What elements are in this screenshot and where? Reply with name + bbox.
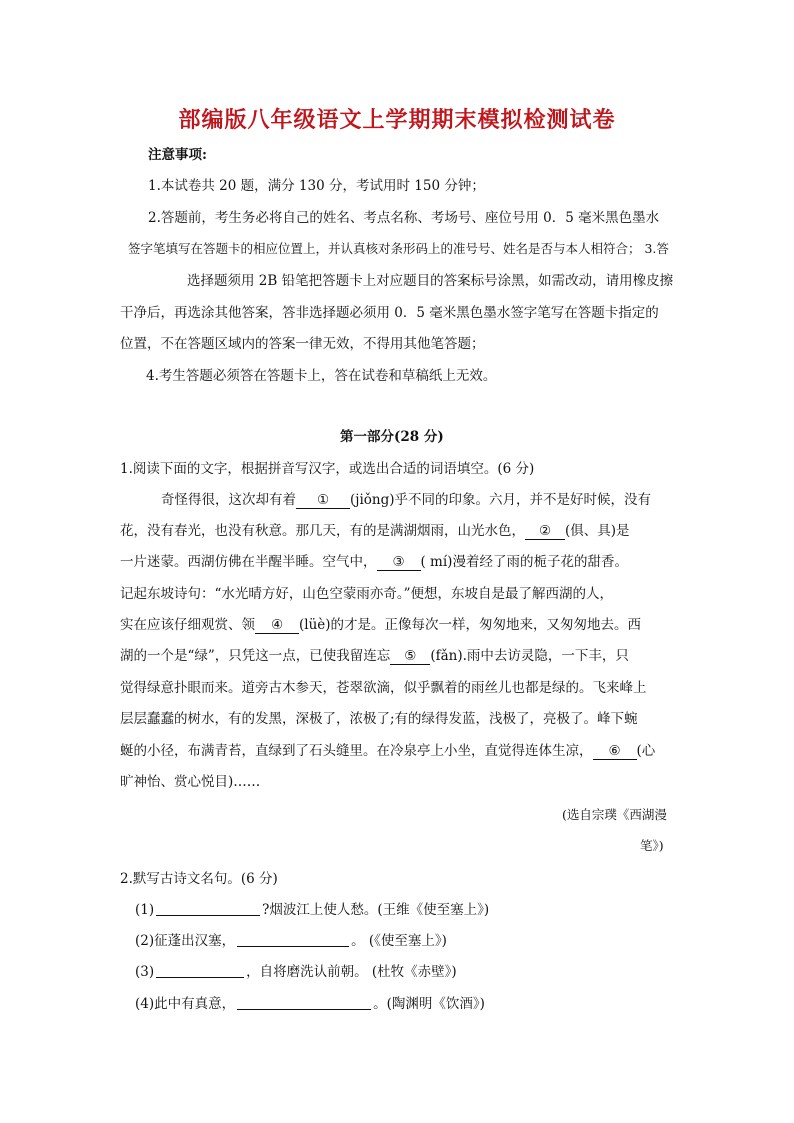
blank-1[interactable]: ①: [296, 492, 350, 509]
note-2-line-2: 签字笔填写在答题卡的相应位置上，并认真核对条形码上的准号号、姓名是否与本人相符合； 3.答: [128, 241, 669, 256]
blank-3[interactable]: ③: [377, 554, 421, 571]
notes-heading: 注意事项:: [148, 147, 207, 163]
q1-passage-line-2: 花，没有春光，也没有秋意。那几天，有的是满湖烟雨，山光水色， ② (俱、具)是: [120, 523, 630, 539]
blank-2[interactable]: ②: [525, 523, 565, 540]
blank-4[interactable]: ④: [255, 617, 299, 634]
note-3-line-2: 干净后，再选涂其他答案，答非选择题必须用 0．5 毫米黑色墨水签字笔写在答题卡指定的: [120, 305, 659, 321]
q1-source-line-2: 笔》): [640, 838, 664, 853]
q1-passage-line-10: 旷神怡、赏心悦目)……: [120, 774, 261, 790]
page-title: 部编版八年级语文上学期期末模拟检测试卷: [178, 108, 616, 133]
q1-passage-line-7: 觉得绿意扑眼而来。道旁古木参天，苍翠欲滴，似乎飘着的雨丝儿也都是绿的。飞来峰上: [120, 680, 647, 696]
q1-passage-line-5: 实在应该仔细观赏、领 ④ (lüè)的才是。正像每次一样，匆匆地来，又匆匆地去。西: [120, 617, 642, 633]
q1-passage-line-8: 层层蠢蠢的树水，有的发黑，深极了，浓极了;有的绿得发蓝，浅极了，亮极了。峰下蜿: [120, 711, 638, 727]
note-2-line-1: 2.答题前，考生务必将自己的姓名、考点名称、考场号、座位号用 0．5 毫米黑色墨水: [148, 210, 660, 226]
q1-passage-line-6: 湖的一个是“绿”，只凭这一点，已使我留连忘 ⑤ (fǎn).雨中去访灵隐，一下丰，只: [120, 648, 629, 664]
blank-5[interactable]: ⑤: [390, 648, 430, 665]
q2-item-4: (4)此中有真意， 。(陶渊明《饮酒》): [135, 996, 485, 1012]
note-3-line-1: 选择题须用 2B 铅笔把答题卡上对应题目的答案标号涂黑，如需改动，请用橡皮擦: [187, 273, 674, 289]
q1-prompt: 1.阅读下面的文字，根据拼音写汉字，或选出合适的词语填空。(6 分): [120, 461, 535, 477]
q2-prompt: 2.默写古诗文名句。(6 分): [120, 871, 278, 887]
answer-line-4[interactable]: [237, 995, 371, 1010]
q1-passage-line-9: 蜒的小径，布满青苔，直绿到了石头缝里。在冷泉亭上小坐，直觉得连体生凉， ⑥ (心: [120, 743, 656, 759]
note-1: 1.本试卷共 20 题，满分 130 分，考试用时 150 分钟；: [148, 178, 485, 194]
blank-6[interactable]: ⑥: [593, 743, 637, 760]
q1-source-line-1: (选自宗璞《西湖漫: [562, 807, 667, 822]
answer-line-2[interactable]: [237, 932, 349, 947]
answer-line-1[interactable]: [156, 901, 260, 916]
q2-item-1: (1) ?烟波江上使人愁。(王维《使至塞上》): [135, 902, 490, 918]
note-3-line-3: 位置，不在答题区域内的答案一律无效，不得用其他笔答题；: [120, 336, 485, 352]
part-1-heading: 第一部分(28 分): [340, 429, 444, 445]
q1-passage-line-1: 奇怪得很，这次却有着 ① (jiǒng)乎不同的印象。六月，并不是好时候，没有: [161, 492, 652, 508]
q1-passage-line-4: 记起东坡诗句：“水光晴方好，山色空蒙雨亦奇。”便想，东坡自是最了解西湖的人，: [120, 586, 614, 602]
answer-line-3[interactable]: [156, 963, 244, 978]
q1-passage-line-3: 一片迷蒙。西湖仿佛在半醒半睡。空气中， ③ ( mí)漫着经了雨的栀子花的甜香。: [120, 554, 628, 570]
q2-item-3: (3) ，自将磨洗认前朝。 (杜牧《赤壁》): [135, 964, 457, 980]
q2-item-2: (2)征蓬出汉塞， 。 (《使至塞上》): [135, 933, 447, 949]
note-4: 4.考生答题必须答在答题卡上，答在试卷和草稿纸上无效。: [146, 368, 497, 384]
